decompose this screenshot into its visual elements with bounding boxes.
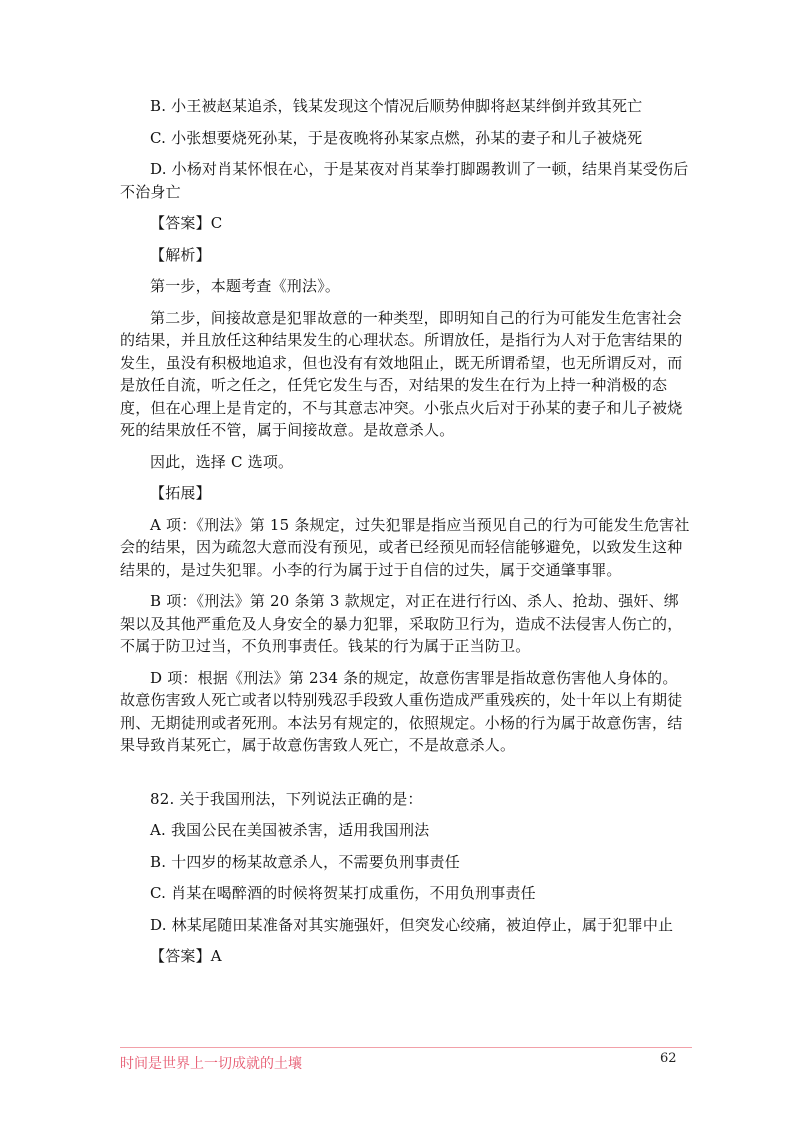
analysis-step-1: 第一步，本题考查《刑法》。 xyxy=(150,277,341,295)
extension-heading: 【拓展】 xyxy=(150,484,211,502)
analysis-heading: 【解析】 xyxy=(150,245,211,264)
page-content xyxy=(120,95,690,977)
question-82-option-a: A. 我国公民在美国被杀害，适用我国刑法 xyxy=(150,821,430,839)
footer-slogan: 时间是世界上一切成就的土壤 xyxy=(120,1056,302,1072)
extension-item-d: D 项：根据《刑法》第 234 条的规定，故意伤害罪是指故意伤害他人身体的。故意伤害致人死亡或者以特别残忍手段致人重伤造成严重残疾的，处十年以上有期徒刑、无期徒刑或者死刑。本法另有规定的，依照规定。小杨的行为属于故意伤害，结果导致肖某死亡，属于故意伤害致人死亡，不是故意杀人。 xyxy=(120,668,683,754)
question-82-option-d: D. 林某尾随田某准备对其实施强奸，但突发心绞痛，被迫停止，属于犯罪中止 xyxy=(150,915,674,934)
extension-item-a: A 项：《刑法》第 15 条规定，过失犯罪是指应当预见自己的行为可能发生危害社会的结果，因为疏忽大意而没有预见，或者已经预见而轻信能够避免，以致发生这种结果的，是过失犯罪。小李的行为属于过于自信的过失，属于交通肇事罪。 xyxy=(120,515,690,579)
question-82-answer: 【答案】A xyxy=(150,947,222,965)
page-number: 62 xyxy=(660,1051,677,1066)
analysis-step-2: 第二步，间接故意是犯罪故意的一种类型，即明知自己的行为可能发生危害社会的结果，并且放任这种结果发生的心理状态。所谓放任，是指行为人对于危害结果的发生，虽没有积极地追求，但也没有有效地阻止，既无所谓希望，也无所谓反对，而是放任自流，听之任之，任凭它发生与否，对结果的发生在行为上持一种消极的态度，但在心理上是肯定的，不与其意志冲突。小张点火后对于孙某的妻子和儿子被烧死的结果放任不管，属于间接故意。是故意杀人。 xyxy=(120,308,683,439)
question-82: 82. 关于我国刑法，下列说法正确的是： xyxy=(150,789,423,808)
option-c-prev: C. 小张想要烧死孙某，于是夜晚将孙某家点燃，孙某的妻子和儿子被烧死 xyxy=(150,128,643,147)
section-gap xyxy=(120,766,690,788)
footer-divider xyxy=(120,1047,692,1048)
analysis-conclusion: 因此，选择 C 选项。 xyxy=(150,452,294,471)
question-82-option-c: C. 肖某在喝醉酒的时候将贺某打成重伤，不用负刑事责任 xyxy=(150,884,536,902)
option-b-prev: B. 小王被赵某追杀，钱某发现这个情况后顺势伸脚将赵某绊倒并致其死亡 xyxy=(150,97,643,115)
extension-item-b: B 项：《刑法》第 20 条第 3 款规定，对正在进行行凶、杀人、抢劫、强奸、绑架以及其他严重危及人身安全的暴力犯罪，采取防卫行为，造成不法侵害人伤亡的，不属于防卫过当，不负刑事责任。钱某的行为属于正当防卫。 xyxy=(120,592,683,655)
option-d-prev: D. 小杨对肖某怀恨在心，于是某夜对肖某拳打脚踢教训了一顿，结果肖某受伤后不治身亡 xyxy=(120,160,689,201)
answer-label-prev: 【答案】C xyxy=(150,214,223,232)
question-82-option-b: B. 十四岁的杨某故意杀人，不需要负刑事责任 xyxy=(150,852,460,871)
